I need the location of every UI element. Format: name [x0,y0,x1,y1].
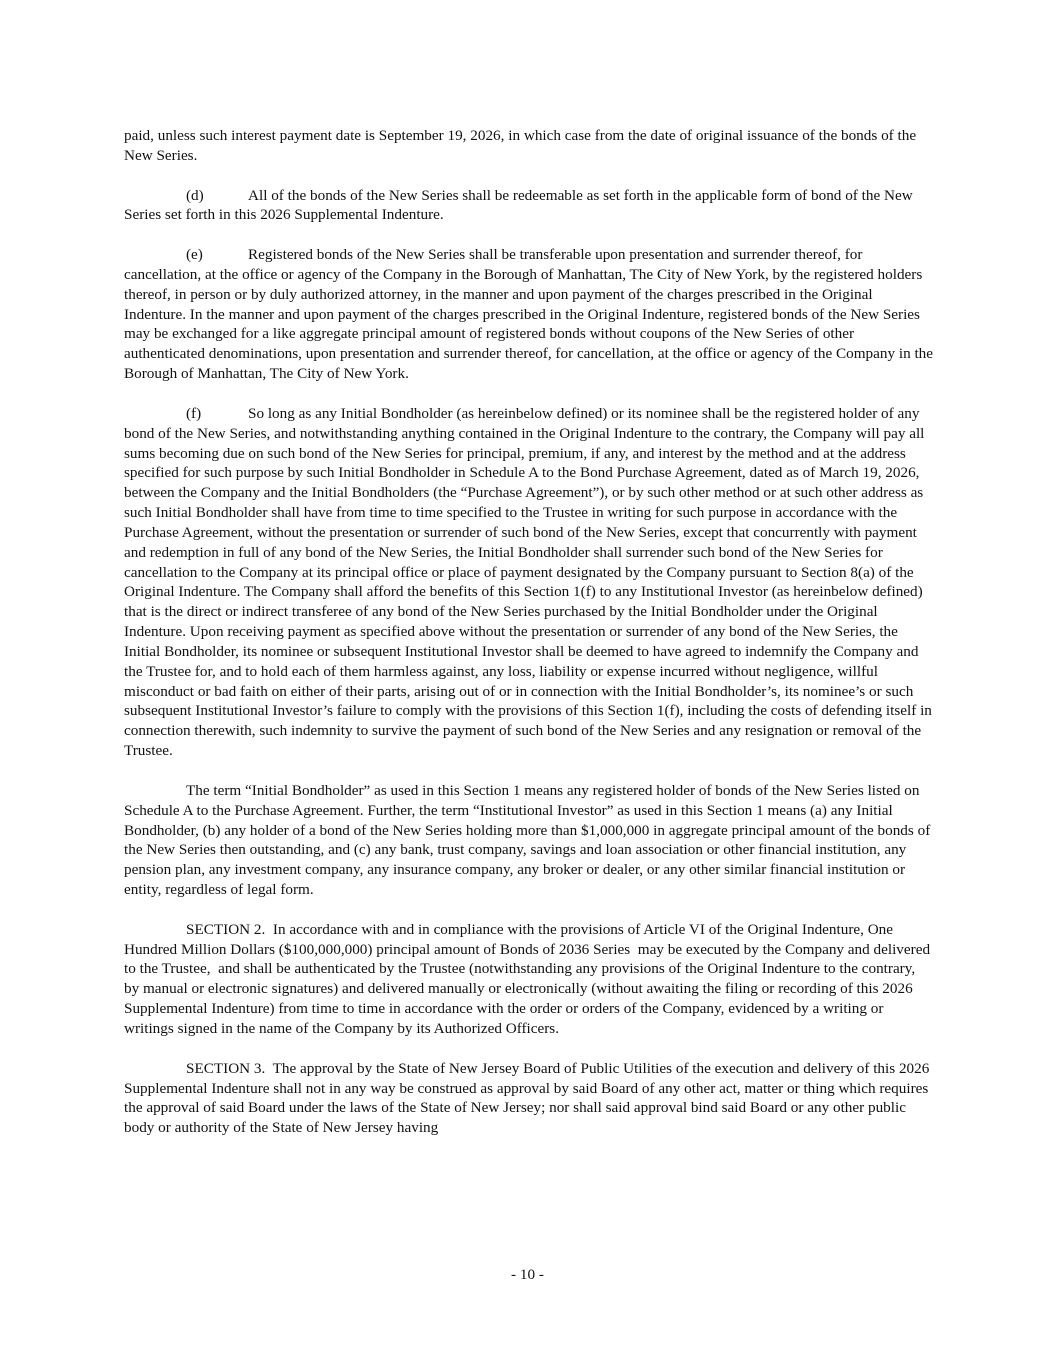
item-e-paragraph [124,245,934,384]
section-2-paragraph: SECTION 2. In accordance with and in compliance with the provisions of Article VI of the Original Indenture, One Hundred Million Dollars ($100,000,000) principal amount of Bonds of 2036 Series may be executed by the Company and delivered to the Trustee, and shall be authenticated by the Trustee (notwithstanding any provisions of the Original Indenture to the contrary, by manual or electronic signatures) and delivered manually or electronically (without awaiting the filing or recording of this 2026 Supplemental Indenture) from time to time in accordance with the order or orders of the Company, evidenced by a writing or writings signed in the name of the Company by its Authorized Officers. [124,920,934,1037]
item-f-text: So long as any Initial Bondholder (as hereinbelow defined) or its nominee shall be the registered holder of any bond of the New Series, and notwithstanding anything contained in the Original Indenture to the contrary, the Company will pay all sums becoming due on such bond of the New Series for principal, premium, if any, and interest by the method and at the address specified for such purpose by such Initial Bondholder in Schedule A to the Bond Purchase Agreement, dated as of March 19, 2026, between the Company and the Initial Bondholders (the “Purchase Agreement”), or by such other method or at such other address as such Initial Bondholder shall have from time to time specified to the Trustee in writing for such purpose in accordance with the Purchase Agreement, without the presentation or surrender of such bond of the New Series, except that concurrently with payment and redemption in full of any bond of the New Series, the Initial Bondholder shall surrender such bond of the New Series for cancellation to the Company at its principal office or place of payment designated by the Company pursuant to Section 8(a) of the Original Indenture. The Company shall afford the benefits of this Section 1(f) to any Institutional Investor (as hereinbelow defined) that is the direct or indirect transferee of any bond of the New Series purchased by the Initial Bondholder under the Original Indenture. Upon receiving payment as specified above without the presentation or surrender of any bond of the New Series, the Initial Bondholder, its nominee or subsequent Institutional Investor shall be deemed to have agreed to indemnify the Company and the Trustee for, and to hold each of them harmless against, any loss, liability or expense incurred without negligence, willful misconduct or bad faith on either of their parts, arising out of or in connection with the Initial Bondholder’s, its nominee’s or such subsequent Institutional Investor’s failure to comply with the provisions of this Section 1(f), including the costs of defending itself in connection therewith, such indemnity to survive the payment of such bond of the New Series and any resignation or removal of the Trustee. [124,404,932,760]
item-e-text: Registered bonds of the New Series shall be transferable upon presentation and surrender thereof, for cancellation, at the office or agency of the Company in the Borough of Manhattan, The City of New York, by the registered holders thereof, in person or by duly authorized attorney, in the manner and upon payment of the charges prescribed in the Original Indenture. In the manner and upon payment of the charges prescribed in the Original Indenture, registered bonds of the New Series may be exchanged for a like aggregate principal amount of registered bonds without coupons of the New Series of other authenticated denominations, upon presentation and surrender thereof, for cancellation, at the office or agency of the Company in the Borough of Manhattan, The City of New York. [124,246,934,383]
item-f-label: (f) [186,404,202,422]
item-d-label: (d) [186,186,204,204]
continuation-paragraph: paid, unless such interest payment date is September 19, 2026, in which case from the date of original issuance of the bonds of the New Series. [124,127,917,164]
item-e-label: (e) [186,246,203,264]
item-f-paragraph [124,404,934,761]
item-d-paragraph [124,186,934,226]
section-3-paragraph: SECTION 3. The approval by the State of New Jersey Board of Public Utilities of the execution and delivery of this 2026 Supplemental Indenture shall not in any way be construed as approval by said Board of any other act, matter or thing which requires the approval of said Board under the laws of the State of New Jersey; nor shall said approval bind said Board or any other public body or authority of the State of New Jersey having [124,1059,934,1137]
item-d-text: All of the bonds of the New Series shall be redeemable as set forth in the applicable form of bond of the New Series set forth in this 2026 Supplemental Indenture. [124,186,913,224]
definitions-paragraph: The term “Initial Bondholder” as used in this Section 1 means any registered holder of bonds of the New Series listed on Schedule A to the Purchase Agreement. Further, the term “Institutional Investor” as used in this Section 1 means (a) any Initial Bondholder, (b) any holder of a bond of the New Series holding more than $1,000,000 in aggregate principal amount of the bonds of the New Series then outstanding, and (c) any bank, trust company, savings and loan association or other financial institution, any pension plan, any investment company, any insurance company, any broker or dealer, or any other similar financial institution or entity, regardless of legal form. [124,781,931,899]
document-page [124,126,934,1158]
page-number: - 10 - [511,1266,544,1283]
